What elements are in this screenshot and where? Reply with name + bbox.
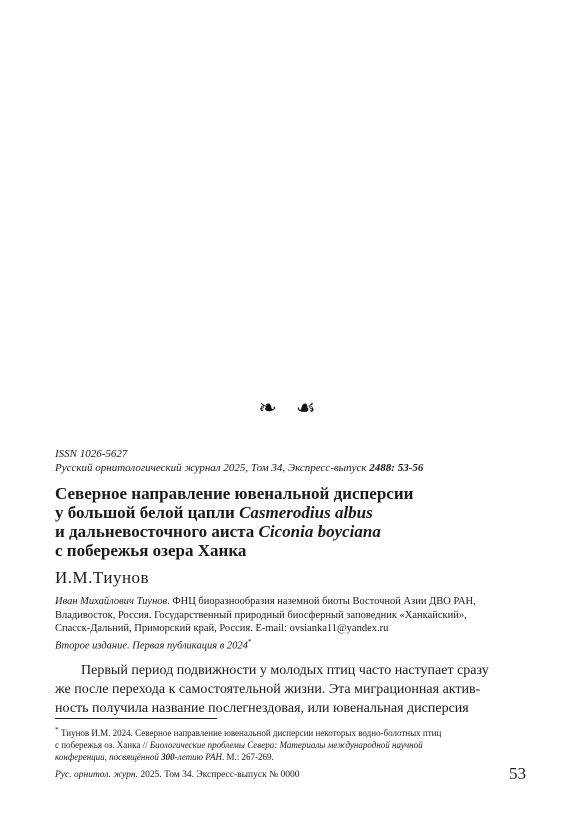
species-name: Ciconia boyciana (258, 522, 381, 541)
body-line: Первый период подвижности у молодых птиц часто наступает сразу (81, 663, 489, 678)
title-line-2: у большой белой цапли Casmerodius albus (55, 503, 373, 522)
author-name: И.М.Тиунов (55, 568, 150, 587)
title-line-1: Северное направление ювенальной дисперсии (55, 484, 414, 503)
species-name: Casmerodius albus (239, 503, 373, 522)
journal-meta (55, 447, 525, 475)
footnote-marker: * (247, 638, 252, 646)
issn: ISSN 1026-5627 (55, 448, 128, 460)
article-title (55, 484, 535, 560)
footnote-rule (55, 718, 217, 719)
title-line-3: и дальневосточного аиста Ciconia boyciana (55, 522, 381, 541)
title-line-4: с побережья озера Ханка (55, 541, 247, 560)
author-affiliation: Иван Михайлович Тиунов. ФНЦ биоразнообразия наземной биоты Восточной Азии ДВО РАН, Владивосток, Россия. Государственный природный биосферный заповедник «Ханкайский», Спасск-Дальний, Приморский край, Россия. E-mail: ovsianka11@yandex.ru (55, 596, 476, 634)
footnote: * Тиунов И.М. 2024. Северное направление ювенальной дисперсии некоторых водно-болотных птиц с побережья оз. Ханка // Биологические проблемы Севера: Материалы международной научной конференции, посвящённой 300-летию РАН. М.: 267-269. (55, 725, 442, 762)
body-line: же после перехода к самостоятельной жизни. Эта миграционная актив- (55, 682, 481, 697)
page-footer: Рус. орнитол. журн. 2025. Том 34. Экспресс-выпуск № 0000 (55, 770, 300, 780)
journal-citation: Русский орнитологический журнал 2025, Том 34, Экспресс-выпуск 2488: 53-56 (55, 462, 424, 474)
page-number: 53 (509, 764, 526, 783)
edition-note: Второе издание. Первая публикация в 2024* (55, 638, 252, 652)
ornament-divider: ❧ ☙ (258, 396, 322, 421)
article-body (55, 661, 527, 718)
author-full-name: Иван Михайлович Тиунов (55, 596, 168, 607)
body-line: ность получила название послегнездовая, или ювенальная дисперсия (55, 701, 469, 716)
